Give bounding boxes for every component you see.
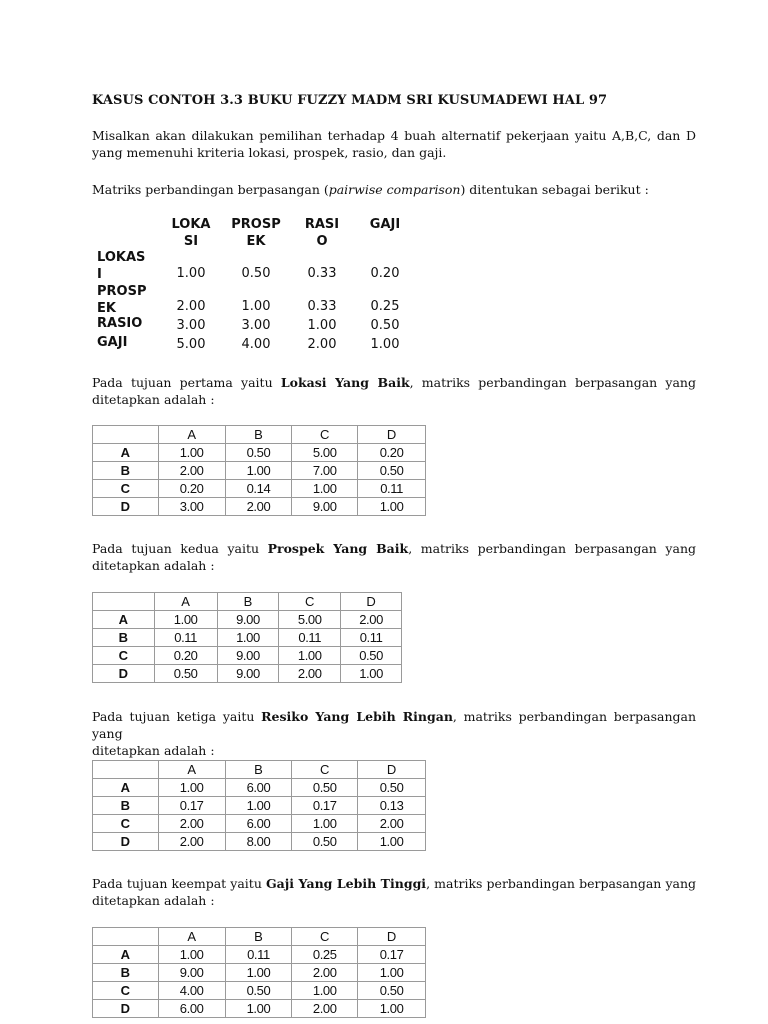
table-row [93, 629, 402, 647]
section-3-line-2: ditetapkan adalah : [92, 743, 215, 758]
table-row [93, 964, 426, 982]
table-column-header: B [217, 593, 279, 611]
table-row-header: C [93, 982, 159, 1000]
criteria-cell: 1.00 [176, 266, 206, 281]
table-column-header: D [341, 593, 402, 611]
section-3-table [92, 760, 426, 851]
table-cell: 2.00 [279, 665, 341, 683]
section-1-table [92, 425, 426, 516]
table-row-header: B [93, 629, 155, 647]
table-header-row [93, 593, 402, 611]
table-cell: 0.50 [292, 779, 358, 797]
table-cell: 1.00 [225, 797, 292, 815]
table-column-header: A [154, 593, 217, 611]
table-row-header: B [93, 964, 159, 982]
document-title: KASUS CONTOH 3.3 BUKU FUZZY MADM SRI KUSUMADEWI HAL 97 [92, 93, 608, 108]
table-row-header: B [93, 462, 159, 480]
table-cell: 2.00 [292, 964, 358, 982]
table-column-header: C [292, 426, 358, 444]
table-column-header: C [292, 761, 358, 779]
table-header-row [93, 761, 426, 779]
section-1-text-after: , matriks perbandingan berpasangan yang [409, 375, 696, 390]
table-cell: 2.00 [158, 833, 225, 851]
matrix-intro-italic: pairwise comparison [328, 182, 461, 197]
criteria-cell: 5.00 [176, 337, 206, 352]
table-cell: 0.50 [225, 444, 292, 462]
table-header-row [93, 928, 426, 946]
table-cell: 1.00 [292, 815, 358, 833]
table-row-header: C [93, 815, 159, 833]
table-row [93, 498, 426, 516]
table-cell: 1.00 [358, 964, 426, 982]
table-column-header: A [158, 426, 225, 444]
criteria-header-rasio: RASI O [304, 217, 340, 249]
table-column-header: D [358, 426, 426, 444]
section-3-goal: Resiko Yang Lebih Ringan [261, 709, 453, 724]
table-cell: 0.17 [292, 797, 358, 815]
criteria-header-gaji: GAJI [369, 217, 401, 232]
table-cell: 1.00 [341, 665, 402, 683]
table-cell: 8.00 [225, 833, 292, 851]
section-2-goal: Prospek Yang Baik [267, 541, 409, 556]
section-3-text-before: Pada tujuan ketiga yaitu [92, 709, 262, 724]
table-cell: 2.00 [158, 462, 225, 480]
table-row-header: C [93, 480, 159, 498]
table-cell: 1.00 [158, 946, 225, 964]
table-cell: 6.00 [225, 815, 292, 833]
table-row-header: A [93, 946, 159, 964]
table-cell: 6.00 [158, 1000, 225, 1018]
table-cell: 1.00 [225, 964, 292, 982]
table-cell: 1.00 [225, 1000, 292, 1018]
table-cell: 1.00 [358, 833, 426, 851]
table-row [93, 797, 426, 815]
intro-paragraph [92, 127, 696, 161]
table-cell: 0.50 [341, 647, 402, 665]
criteria-cell: 4.00 [241, 337, 271, 352]
section-1-paragraph [92, 374, 696, 408]
table-cell: 0.11 [225, 946, 292, 964]
criteria-row-label-gaji: GAJI [97, 335, 128, 350]
table-corner-cell [93, 761, 159, 779]
section-1-line-2: ditetapkan adalah : [92, 392, 215, 407]
criteria-cell: 0.33 [307, 266, 337, 281]
section-3-paragraph [92, 708, 696, 759]
criteria-cell: 0.50 [370, 318, 400, 333]
table-corner-cell [93, 593, 155, 611]
table-column-header: D [358, 928, 426, 946]
table-cell: 1.00 [154, 611, 217, 629]
section-1-goal: Lokasi Yang Baik [280, 375, 410, 390]
table-row [93, 647, 402, 665]
section-2-text-before: Pada tujuan kedua yaitu [92, 541, 268, 556]
criteria-cell: 0.25 [370, 299, 400, 314]
table-cell: 1.00 [217, 629, 279, 647]
criteria-header-prospek: PROSP EK [231, 217, 281, 249]
table-cell: 0.50 [154, 665, 217, 683]
table-cell: 9.00 [217, 647, 279, 665]
table-row [93, 444, 426, 462]
table-cell: 0.14 [225, 480, 292, 498]
table-row-header: D [93, 665, 155, 683]
section-1-text-before: Pada tujuan pertama yaitu [92, 375, 281, 390]
table-cell: 9.00 [217, 611, 279, 629]
section-4-text-before: Pada tujuan keempat yaitu [92, 876, 266, 891]
table-row-header: B [93, 797, 159, 815]
criteria-cell: 3.00 [241, 318, 271, 333]
table-row-header: A [93, 444, 159, 462]
criteria-cell: 3.00 [176, 318, 206, 333]
table-cell: 0.50 [358, 779, 426, 797]
section-4-paragraph [92, 875, 696, 909]
table-cell: 0.17 [158, 797, 225, 815]
table-cell: 0.11 [341, 629, 402, 647]
table-column-header: A [158, 761, 225, 779]
table-row-header: C [93, 647, 155, 665]
criteria-cell: 0.20 [370, 266, 400, 281]
table-cell: 3.00 [158, 498, 225, 516]
table-row [93, 462, 426, 480]
table-cell: 2.00 [341, 611, 402, 629]
matrix-intro-after: ) ditentukan sebagai berikut : [460, 182, 649, 197]
table-cell: 2.00 [292, 1000, 358, 1018]
table-row [93, 665, 402, 683]
table-row-header: D [93, 498, 159, 516]
table-cell: 0.50 [225, 982, 292, 1000]
criteria-header-lokasi: LOKA SI [171, 217, 211, 249]
table-cell: 1.00 [279, 647, 341, 665]
table-cell: 0.11 [279, 629, 341, 647]
section-4-table [92, 927, 426, 1018]
table-cell: 0.25 [292, 946, 358, 964]
table-cell: 1.00 [292, 480, 358, 498]
table-cell: 1.00 [158, 779, 225, 797]
table-cell: 1.00 [158, 444, 225, 462]
table-cell: 0.13 [358, 797, 426, 815]
section-2-text-after: , matriks perbandingan berpasangan yang [408, 541, 696, 556]
table-cell: 7.00 [292, 462, 358, 480]
table-row [93, 982, 426, 1000]
criteria-cell: 0.50 [241, 266, 271, 281]
criteria-row-label-prospek: PROSP EK [97, 284, 147, 316]
table-row-header: D [93, 833, 159, 851]
section-3-text-after: , matriks perbandingan berpasangan yang [92, 709, 696, 741]
table-row-header: A [93, 779, 159, 797]
table-cell: 2.00 [225, 498, 292, 516]
table-row-header: D [93, 1000, 159, 1018]
table-cell: 0.20 [358, 444, 426, 462]
table-cell: 6.00 [225, 779, 292, 797]
criteria-cell: 1.00 [370, 337, 400, 352]
table-row [93, 611, 402, 629]
table-cell: 4.00 [158, 982, 225, 1000]
table-column-header: D [358, 761, 426, 779]
criteria-cell: 0.33 [307, 299, 337, 314]
table-cell: 5.00 [279, 611, 341, 629]
table-row [93, 833, 426, 851]
table-cell: 0.11 [358, 480, 426, 498]
table-row [93, 480, 426, 498]
table-header-row [93, 426, 426, 444]
table-cell: 2.00 [358, 815, 426, 833]
table-cell: 2.00 [158, 815, 225, 833]
table-cell: 1.00 [225, 462, 292, 480]
table-corner-cell [93, 426, 159, 444]
criteria-row-label-lokasi: LOKAS I [97, 250, 146, 282]
criteria-cell: 1.00 [241, 299, 271, 314]
section-4-line-2: ditetapkan adalah : [92, 893, 215, 908]
table-column-header: B [225, 928, 292, 946]
table-cell: 0.50 [358, 982, 426, 1000]
table-row [93, 779, 426, 797]
section-4-goal: Gaji Yang Lebih Tinggi [265, 876, 427, 891]
table-column-header: B [225, 426, 292, 444]
table-cell: 9.00 [292, 498, 358, 516]
table-cell: 1.00 [292, 982, 358, 1000]
table-cell: 0.50 [292, 833, 358, 851]
table-cell: 1.00 [358, 498, 426, 516]
table-column-header: B [225, 761, 292, 779]
table-column-header: C [292, 928, 358, 946]
table-cell: 0.20 [158, 480, 225, 498]
intro-line-1: Misalkan akan dilakukan pemilihan terhadap 4 buah alternatif pekerjaan yaitu A,B,C, dan D [92, 128, 696, 143]
table-row [93, 946, 426, 964]
criteria-cell: 1.00 [307, 318, 337, 333]
table-column-header: A [158, 928, 225, 946]
criteria-cell: 2.00 [176, 299, 206, 314]
table-row-header: A [93, 611, 155, 629]
section-2-table [92, 592, 402, 683]
intro-line-2: yang memenuhi kriteria lokasi, prospek, rasio, dan gaji. [92, 145, 447, 160]
table-cell: 5.00 [292, 444, 358, 462]
table-cell: 9.00 [217, 665, 279, 683]
table-row [93, 1000, 426, 1018]
matrix-intro-paragraph [92, 181, 696, 198]
criteria-row-label-rasio: RASIO [97, 316, 143, 331]
criteria-cell: 2.00 [307, 337, 337, 352]
section-4-text-after: , matriks perbandingan berpasangan yang [426, 876, 697, 891]
table-row [93, 815, 426, 833]
table-cell: 0.20 [154, 647, 217, 665]
table-cell: 0.50 [358, 462, 426, 480]
table-cell: 1.00 [358, 1000, 426, 1018]
section-2-paragraph [92, 540, 696, 574]
table-cell: 0.17 [358, 946, 426, 964]
table-cell: 0.11 [154, 629, 217, 647]
section-2-line-2: ditetapkan adalah : [92, 558, 215, 573]
table-column-header: C [279, 593, 341, 611]
table-cell: 9.00 [158, 964, 225, 982]
table-corner-cell [93, 928, 159, 946]
matrix-intro-before: Matriks perbandingan berpasangan ( [92, 182, 329, 197]
